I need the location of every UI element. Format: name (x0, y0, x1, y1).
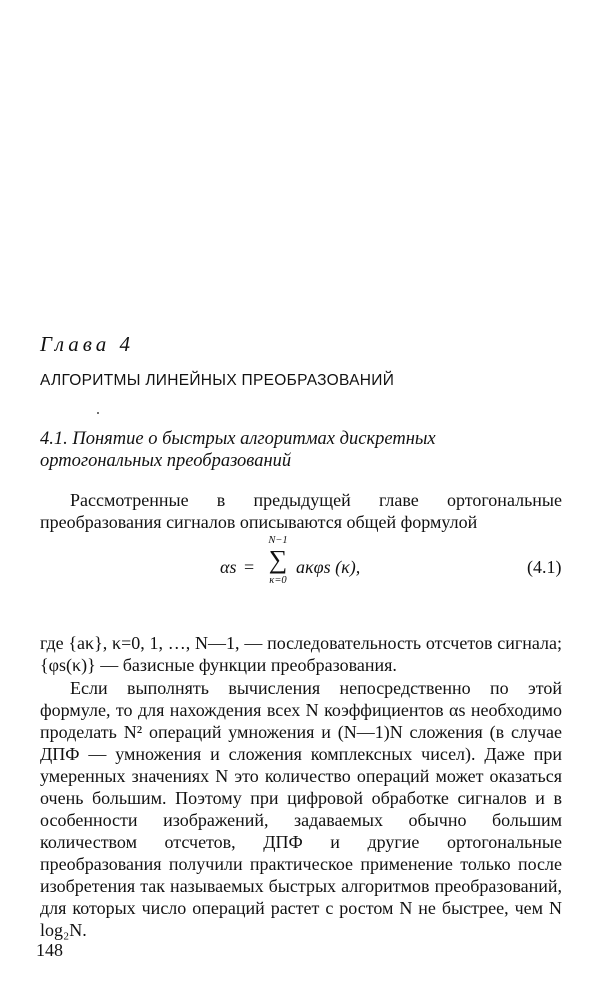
formula-equals: = (244, 557, 255, 577)
summation (266, 535, 290, 587)
chapter-title: АЛГОРИТМЫ ЛИНЕЙНЫХ ПРЕОБРАЗОВАНИЙ (40, 372, 395, 389)
section-heading: 4.1. Понятие о быстрых алгоритмах дискретных ортогональных преобразований (40, 429, 436, 471)
sum-upper-limit: N−1 (268, 535, 288, 546)
paragraph-definitions: где {aκ}, κ=0, 1, …, N—1, — последовательность отсчетов сигнала; {φs(κ)} — базисные функции преобразования. (40, 633, 562, 675)
sum-sign: ∑ (268, 545, 288, 574)
chapter-label: Глава 4 (40, 332, 134, 356)
formula-rhs: aκφs (κ), (296, 557, 361, 577)
formula-4-1 (220, 535, 470, 613)
print-speck (97, 412, 99, 414)
sum-lower-limit: κ=0 (269, 575, 287, 586)
equation-number: (4.1) (527, 557, 562, 577)
paragraph-intro: Рассмотренные в предыдущей главе ортогональные преобразования сигналов описываются общей формулой (40, 490, 562, 532)
paragraph-main: Если выполнять вычисления непосредственно по этой формуле, то для нахождения всех N коэффициентов αs необходимо проделать N² операций умножения и (N—1)N сложения (в случае ДПФ — умножения и сложения комплексных чисел). Даже при умеренных значениях N это количество операций может оказаться очень большим. Поэтому при цифровой обработке сигналов и в особенности изображений, задаваемых обычно большим количеством отсчетов, ДПФ и другие ортогональные преобразования получили практическое применение только после изобретения так называемых быстрых алгоритмов преобразований, для которых число операций растет с ростом N не быстрее, чем N log₂N. (40, 678, 562, 940)
page-number: 148 (36, 940, 63, 960)
formula-lhs: αs (220, 557, 237, 577)
